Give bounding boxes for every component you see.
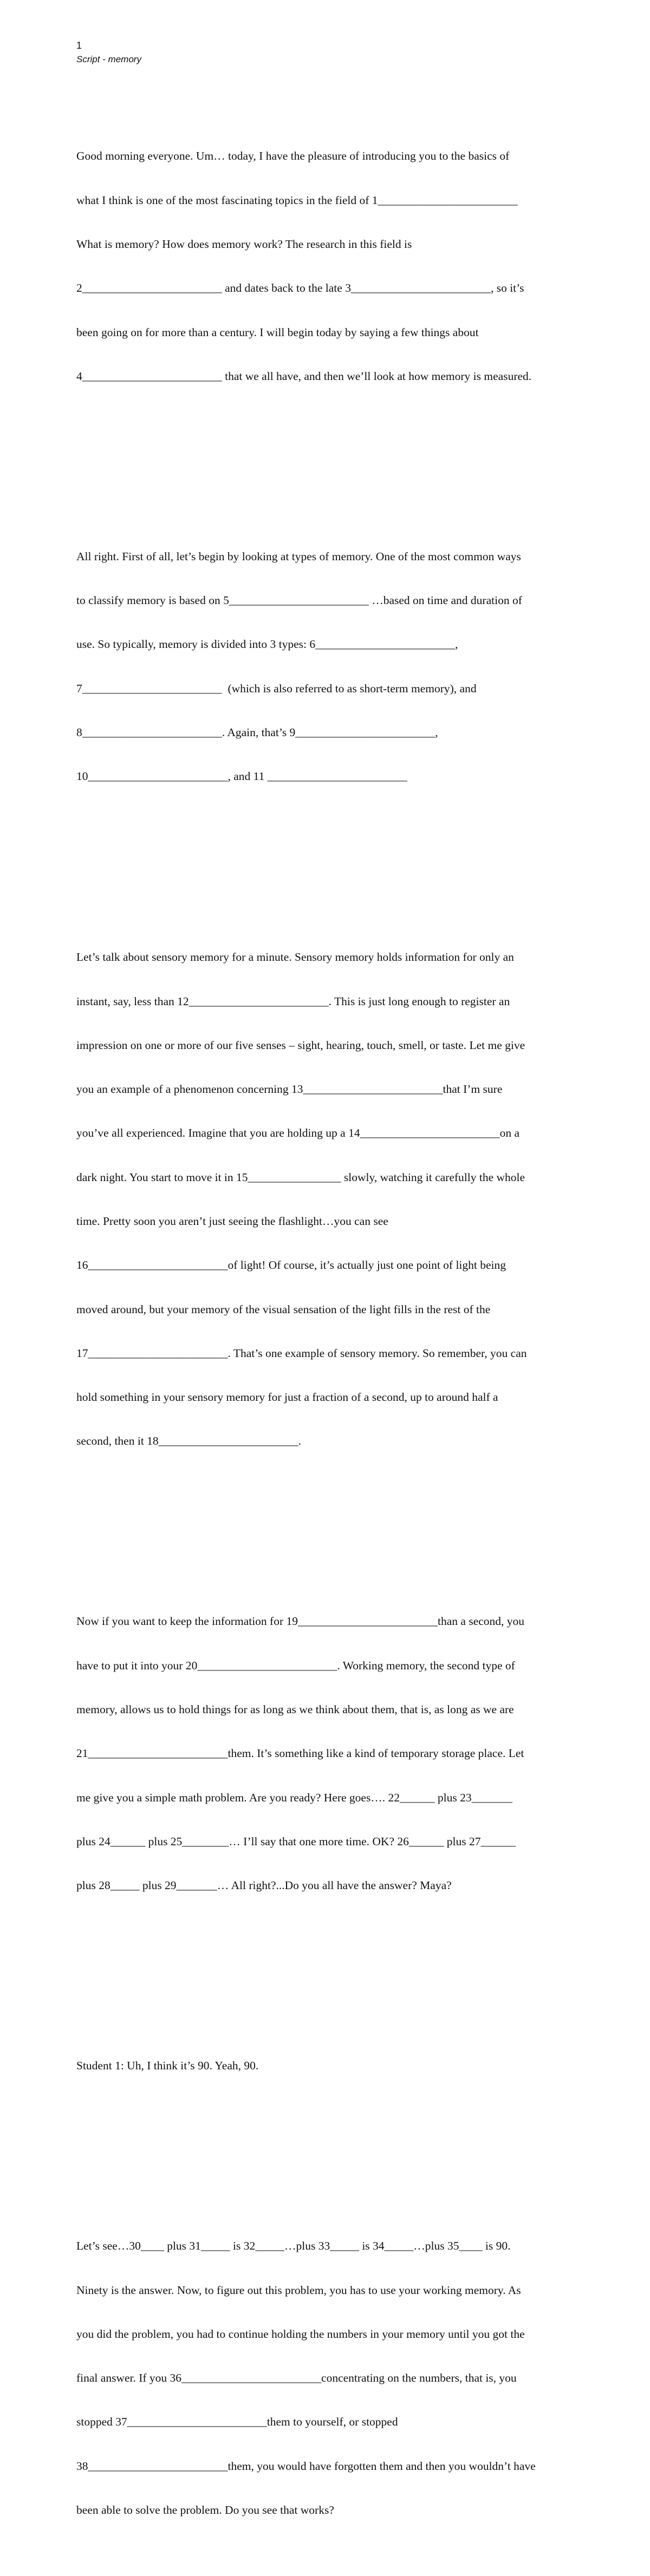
text-line: moved around, but your memory of the visual sensation of the light fills in the rest of the [76, 1302, 491, 1316]
text-line: hold something in your sensory memory for just a fraction of a second, up to around half a [76, 1391, 498, 1404]
text-line: 17________________________. That’s one example of sensory memory. So remember, you can [76, 1346, 527, 1360]
text-line: 16________________________of light! Of course, it’s actually just one point of light being [76, 1258, 506, 1272]
paragraph-sensory-memory [76, 921, 586, 1478]
page-number: 1 [76, 40, 82, 51]
text-line: All right. First of all, let’s begin by looking at types of memory. One of the most common ways [76, 549, 521, 563]
text-line: time. Pretty soon you aren’t just seeing the flashlight…you can see [76, 1215, 388, 1228]
document-body [76, 76, 586, 2576]
text-line: 4________________________ that we all have, and then we’ll look at how memory is measured. [76, 369, 532, 383]
paragraph-intro [76, 120, 586, 413]
paragraph-working-memory [76, 1585, 586, 1922]
text-line: instant, say, less than 12________________________. This is just long enough to register an [76, 994, 510, 1008]
text-line: memory, allows us to hold things for as long as we think about them, that is, as long as we are [76, 1703, 514, 1716]
text-line: to classify memory is based on 5________________________ …based on time and duration of [76, 594, 522, 607]
text-line: plus 24______ plus 25________… I’ll say that one more time. OK? 26______ plus 27______ [76, 1834, 516, 1848]
text-line: final answer. If you 36________________________concentrating on the numbers, that is, you [76, 2371, 517, 2385]
text-line: Let’s see…30____ plus 31_____ is 32_____…plus 33_____ is 34_____…plus 35____ is 90. [76, 2239, 511, 2253]
text-line: have to put it into your 20________________________. Working memory, the second type of [76, 1659, 515, 1672]
text-line: What is memory? How does memory work? The research in this field is [76, 238, 412, 251]
paragraph-student-response [76, 2029, 586, 2102]
text-line: stopped 37________________________them to yourself, or stopped [76, 2415, 398, 2429]
text-line: Now if you want to keep the information for 19________________________than a second, you [76, 1615, 525, 1628]
text-line: 2________________________ and dates back to the late 3________________________, so it’s [76, 281, 524, 295]
text-line: been going on for more than a century. I will begin today by saying a few things about [76, 325, 479, 339]
text-line: second, then it 18________________________. [76, 1434, 302, 1448]
text-line: you’ve all experienced. Imagine that you are holding up a 14________________________on a [76, 1126, 519, 1140]
text-line: impression on one or more of our five senses – sight, hearing, touch, smell, or taste. Let me give [76, 1038, 525, 1052]
text-line: 7________________________ (which is also referred to as short-term memory), and [76, 681, 477, 695]
text-line: 21________________________them. It’s something like a kind of temporary storage place. Let [76, 1747, 524, 1760]
text-line: 38________________________them, you would have forgotten them and then you wouldn’t have [76, 2459, 536, 2473]
text-line: me give you a simple math problem. Are you ready? Here goes…. 22______ plus 23_______ [76, 1791, 512, 1804]
text-line: Good morning everyone. Um… today, I have the pleasure of introducing you to the basics of [76, 149, 510, 163]
text-line: been able to solve the problem. Do you see that works? [76, 2503, 334, 2516]
text-line: Let’s talk about sensory memory for a minute. Sensory memory holds information for only an [76, 951, 514, 964]
text-line: 10________________________, and 11 ________________________ [76, 770, 407, 783]
text-line: what I think is one of the most fascinating topics in the field of 1________________________ [76, 193, 518, 207]
text-line: Student 1: Uh, I think it’s 90. Yeah, 90. [76, 2059, 259, 2073]
text-line: you did the problem, you had to continue holding the numbers in your memory until you got the [76, 2327, 525, 2341]
text-line: you an example of a phenomenon concerning 13________________________that I’m sure [76, 1083, 503, 1096]
document-title: Script - memory [76, 54, 141, 64]
text-line: Ninety is the answer. Now, to figure out this problem, you has to use your working memory. As [76, 2283, 521, 2297]
text-line: dark night. You start to move it in 15________________ slowly, watching it carefully the whole [76, 1170, 525, 1184]
text-line: plus 28_____ plus 29_______… All right?...Do you all have the answer? Maya? [76, 1879, 452, 1892]
text-line: use. So typically, memory is divided into 3 types: 6________________________, [76, 638, 458, 651]
paragraph-answer-explanation [76, 2210, 586, 2547]
paragraph-types-of-memory [76, 520, 586, 814]
text-line: 8________________________. Again, that’s 9________________________, [76, 726, 438, 739]
